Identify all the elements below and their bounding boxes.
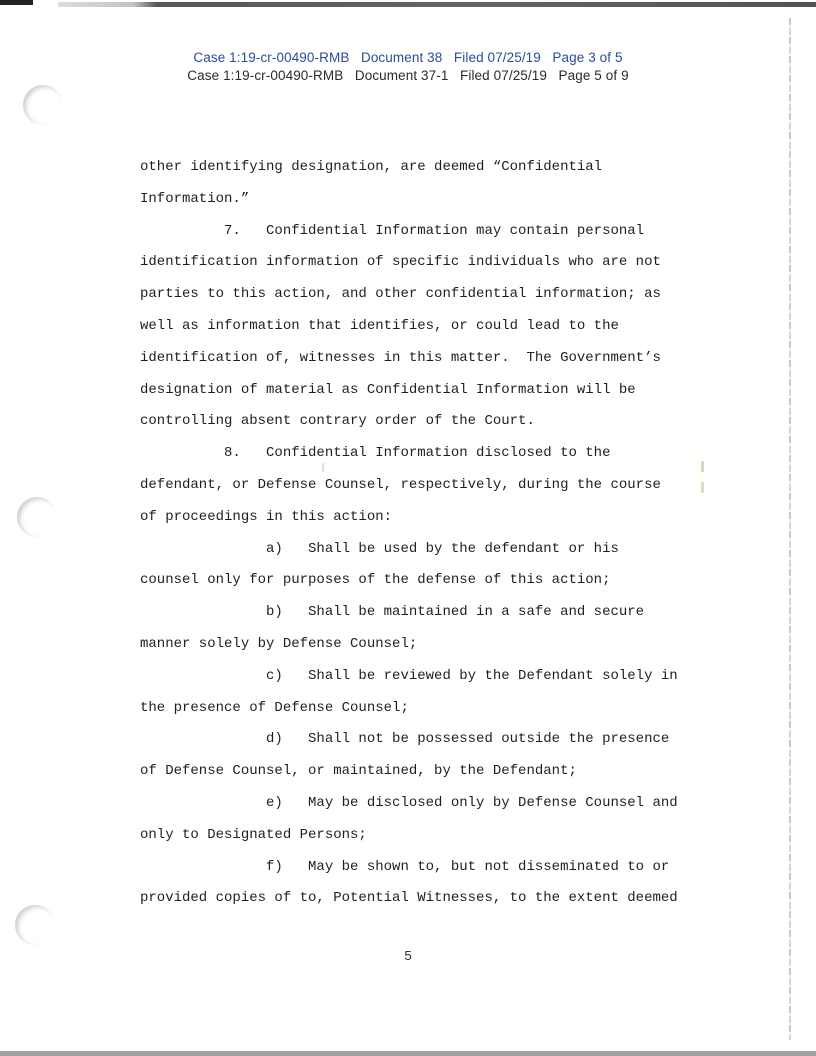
document-line: identification of, witnesses in this matter. The Government’s	[140, 349, 661, 366]
document-line: 8. Confidential Information disclosed to the	[140, 445, 611, 462]
document-line: Information.”	[140, 190, 250, 207]
scan-artifact-bottom-edge-line	[0, 1051, 816, 1056]
document-line: manner solely by Defense Counsel;	[140, 635, 418, 652]
stray-mark	[701, 482, 704, 493]
document-line: a) Shall be used by the defendant or his	[140, 540, 619, 557]
document-line: c) Shall be reviewed by the Defendant solely in	[140, 667, 678, 684]
document-line: of proceedings in this action:	[140, 508, 393, 525]
document-line: 7. Confidential Information may contain personal	[140, 222, 645, 239]
document-line: b) Shall be maintained in a safe and secure	[140, 604, 645, 621]
ecf-stamp-line-2: Case 1:19-cr-00490-RMB Document 37-1 Filed 07/25/19 Page 5 of 9	[187, 68, 629, 83]
document-line: provided copies of to, Potential Witnesses, to the extent deemed	[140, 890, 678, 907]
document-line: d) Shall not be possessed outside the presence	[140, 731, 670, 748]
document-line: defendant, or Defense Counsel, respectively, during the course	[140, 476, 661, 493]
hole-punch-mark	[15, 905, 55, 945]
scan-artifact-top-edge-line	[58, 2, 816, 7]
document-line: identification information of specific individuals who are not	[140, 254, 661, 271]
document-line: counsel only for purposes of the defense of this action;	[140, 572, 611, 589]
hole-punch-mark	[17, 497, 57, 537]
stray-mark	[701, 461, 704, 472]
ecf-stamp-line-1: Case 1:19-cr-00490-RMB Document 38 Filed 07/25/19 Page 3 of 5	[193, 50, 623, 65]
document-body	[140, 152, 700, 915]
document-line: well as information that identifies, or could lead to the	[140, 317, 619, 334]
scan-artifact-right-margin-line	[789, 18, 791, 1040]
page-number: 5	[403, 950, 413, 965]
document-line: e) May be disclosed only by Defense Counsel and	[140, 794, 678, 811]
hole-punch-mark	[23, 85, 63, 125]
document-line: parties to this action, and other confidential information; as	[140, 286, 661, 303]
document-line: the presence of Defense Counsel;	[140, 699, 409, 716]
scan-artifact-top-left-mark	[0, 0, 33, 5]
document-line: controlling absent contrary order of the Court.	[140, 413, 535, 430]
document-line: f) May be shown to, but not disseminated to or	[140, 858, 670, 875]
document-line: other identifying designation, are deemed “Confidential	[140, 159, 603, 175]
document-line: designation of material as Confidential Information will be	[140, 381, 636, 398]
document-line: only to Designated Persons;	[140, 826, 367, 843]
document-line: of Defense Counsel, or maintained, by the Defendant;	[140, 763, 577, 780]
